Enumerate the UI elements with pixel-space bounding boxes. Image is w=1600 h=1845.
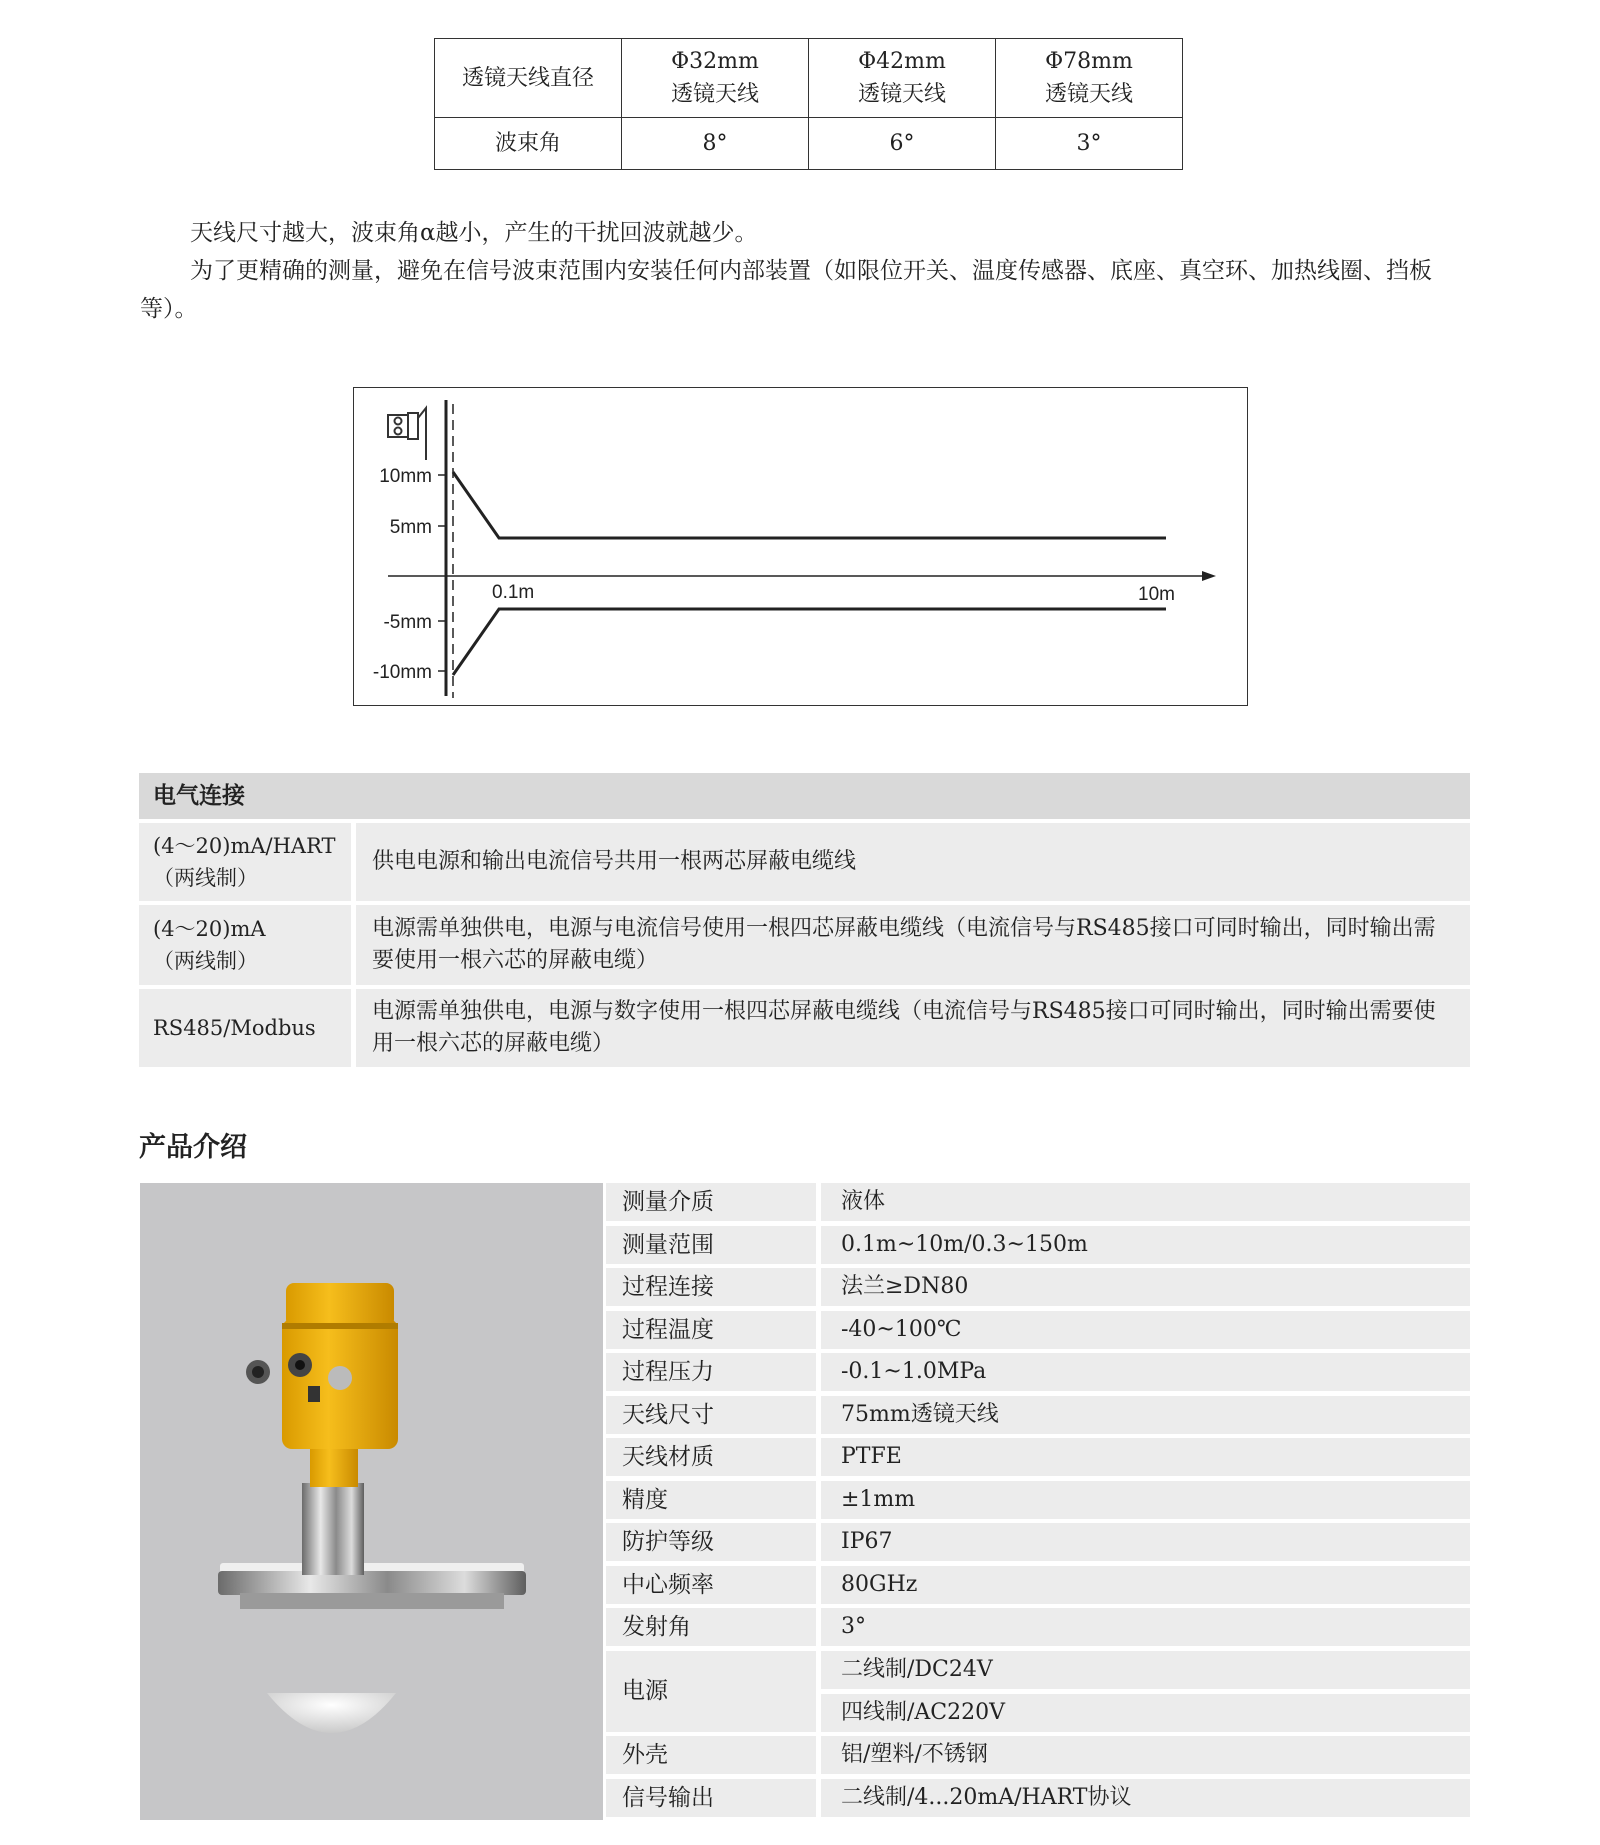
table-header-78mm: Φ78mm 透镜天线 bbox=[996, 39, 1183, 118]
electrical-section-header: 电气连接 bbox=[139, 773, 1470, 819]
spec-key: 天线材质 bbox=[606, 1438, 816, 1476]
table-header-label: 透镜天线直径 bbox=[435, 39, 622, 118]
x-label-10m: 10m bbox=[1138, 584, 1175, 605]
x-label-0.1m: 0.1m bbox=[492, 582, 535, 603]
paragraph: 为了更精确的测量，避免在信号波束范围内安装任何内部装置（如限位开关、温度传感器、底座、真空环、加热线圈、挡板等）。 bbox=[140, 258, 1432, 322]
table-row bbox=[606, 1779, 1470, 1817]
spec-value: 0.1m~10m/0.3~150m bbox=[821, 1226, 1470, 1264]
table-row bbox=[606, 1523, 1470, 1561]
connection-description: 供电电源和输出电流信号共用一根两芯屏蔽电缆线 bbox=[356, 823, 1470, 901]
spec-key: 发射角 bbox=[606, 1608, 816, 1646]
spec-value: 液体 bbox=[821, 1183, 1470, 1221]
spec-key: 防护等级 bbox=[606, 1523, 816, 1561]
table-row bbox=[139, 905, 1470, 985]
table-row bbox=[139, 823, 1470, 901]
spec-value: 二线制/DC24V bbox=[821, 1651, 1470, 1689]
spec-key: 中心频率 bbox=[606, 1566, 816, 1604]
beam-diagram bbox=[353, 387, 1248, 706]
y-label-5mm: 5mm bbox=[389, 517, 432, 538]
spec-value: 3° bbox=[821, 1608, 1470, 1646]
connection-type: (4～20)mA/HART （两线制） bbox=[139, 823, 351, 901]
table-header-32mm: Φ32mm 透镜天线 bbox=[622, 39, 809, 118]
table-row bbox=[606, 1226, 1470, 1264]
spec-value: IP67 bbox=[821, 1523, 1470, 1561]
beam-angle-table bbox=[434, 38, 1183, 170]
paragraph: 天线尺寸越大，波束角α越小，产生的干扰回波就越少。 bbox=[190, 220, 758, 246]
connection-description: 电源需单独供电，电源与电流信号使用一根四芯屏蔽电缆线（电流信号与RS485接口可同时输出，同时输出需要使用一根六芯的屏蔽电缆） bbox=[356, 905, 1470, 985]
table-row bbox=[606, 1481, 1470, 1519]
spec-key: 过程温度 bbox=[606, 1311, 816, 1349]
connection-type: (4～20)mA （两线制） bbox=[139, 905, 351, 985]
spec-key: 测量介质 bbox=[606, 1183, 816, 1221]
spec-value: 铝/塑料/不锈钢 bbox=[821, 1736, 1470, 1774]
table-cell: 8° bbox=[622, 118, 809, 170]
beam-diagram-svg bbox=[354, 388, 1249, 707]
spec-key: 电源 bbox=[606, 1651, 816, 1732]
spec-key: 过程连接 bbox=[606, 1268, 816, 1306]
spec-value: PTFE bbox=[821, 1438, 1470, 1476]
spec-value: ±1mm bbox=[821, 1481, 1470, 1519]
table-row bbox=[606, 1183, 1470, 1221]
spec-key: 天线尺寸 bbox=[606, 1396, 816, 1434]
table-cell: 3° bbox=[996, 118, 1183, 170]
spec-value: 二线制/4...20mA/HART协议 bbox=[821, 1779, 1470, 1817]
radar-level-meter-image bbox=[140, 1183, 603, 1820]
antenna-icon bbox=[388, 408, 426, 460]
table-row bbox=[606, 1438, 1470, 1476]
spec-key: 精度 bbox=[606, 1481, 816, 1519]
spec-key: 外壳 bbox=[606, 1736, 816, 1774]
connection-type: RS485/Modbus bbox=[139, 989, 351, 1067]
y-label-10mm: 10mm bbox=[379, 466, 432, 487]
table-row bbox=[606, 1268, 1470, 1306]
table-row bbox=[606, 1311, 1470, 1349]
spec-key: 测量范围 bbox=[606, 1226, 816, 1264]
spec-value: 75mm透镜天线 bbox=[821, 1396, 1470, 1434]
product-intro-title: 产品介绍 bbox=[139, 1132, 247, 1163]
connection-description: 电源需单独供电，电源与数字使用一根四芯屏蔽电缆线（电流信号与RS485接口可同时输出，同时输出需要使用一根六芯的屏蔽电缆） bbox=[356, 989, 1470, 1067]
table-row bbox=[139, 989, 1470, 1067]
table-row bbox=[606, 1608, 1470, 1646]
table-row bbox=[606, 1651, 1470, 1732]
table-header-42mm: Φ42mm 透镜天线 bbox=[809, 39, 996, 118]
product-photo bbox=[140, 1183, 603, 1820]
table-cell: 6° bbox=[809, 118, 996, 170]
table-row bbox=[606, 1736, 1470, 1774]
table-row bbox=[606, 1353, 1470, 1391]
x-axis-arrow bbox=[1202, 571, 1216, 581]
spec-key: 信号输出 bbox=[606, 1779, 816, 1817]
spec-value: 四线制/AC220V bbox=[821, 1694, 1470, 1732]
spec-table bbox=[606, 1183, 1470, 1821]
beam-upper-line bbox=[453, 472, 1166, 538]
y-label-minus-10mm: -10mm bbox=[372, 662, 432, 683]
spec-value: -40~100℃ bbox=[821, 1311, 1470, 1349]
spec-key: 过程压力 bbox=[606, 1353, 816, 1391]
beam-lower-line bbox=[453, 609, 1166, 675]
spec-value: -0.1~1.0MPa bbox=[821, 1353, 1470, 1391]
table-row bbox=[606, 1566, 1470, 1604]
y-label-minus-5mm: -5mm bbox=[383, 612, 432, 633]
spec-value: 80GHz bbox=[821, 1566, 1470, 1604]
table-row bbox=[606, 1396, 1470, 1434]
spec-value: 法兰≥DN80 bbox=[821, 1268, 1470, 1306]
table-row-label: 波束角 bbox=[435, 118, 622, 170]
